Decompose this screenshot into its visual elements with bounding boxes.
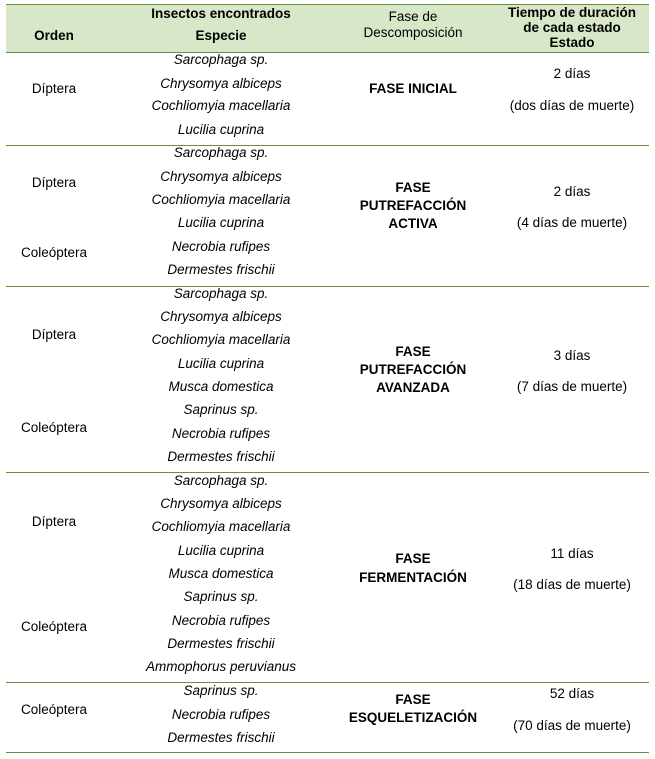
species-cell: Saprinus sp. [183, 589, 259, 604]
species-cell: Necrobia rufipes [171, 239, 271, 254]
order-cell: Díptera [31, 327, 77, 342]
phase-cell: ESQUELETIZACIÓN [348, 710, 478, 725]
species-cell: Sarcophaga sp. [173, 145, 269, 160]
species-cell: Necrobia rufipes [171, 426, 271, 441]
phase-cell: PUTREFACCIÓN [359, 362, 467, 377]
phase-cell: ACTIVA [388, 216, 438, 231]
phase-cell: FASE [395, 180, 431, 195]
duration-cell: 2 días [553, 66, 591, 81]
species-cell: Cochliomyia macellaria [151, 332, 291, 347]
order-cell: Coleóptera [20, 245, 88, 260]
species-cell: Sarcophaga sp. [173, 52, 269, 67]
header-insectos: Insectos encontrados [151, 6, 291, 21]
species-cell: Chrysomya albiceps [160, 309, 282, 324]
species-cell: Cochliomyia macellaria [151, 192, 291, 207]
since-death-cell: (dos días de muerte) [509, 98, 635, 113]
species-cell: Sarcophaga sp. [173, 473, 269, 488]
phase-cell: FASE [395, 692, 431, 707]
species-cell: Ammophorus peruvianus [145, 659, 297, 674]
phase-cell: FERMENTACIÓN [359, 570, 467, 585]
species-cell: Chrysomya albiceps [160, 496, 282, 511]
species-cell: Dermestes frischii [167, 730, 275, 745]
species-cell: Saprinus sp. [183, 683, 259, 698]
header-fase-line1: Fase de [388, 9, 438, 24]
since-death-cell: (18 días de muerte) [513, 577, 631, 592]
species-cell: Chrysomya albiceps [160, 169, 282, 184]
order-cell: Coleóptera [20, 702, 88, 717]
phase-cell: FASE [395, 344, 431, 359]
species-cell: Dermestes frischii [167, 262, 275, 277]
since-death-cell: (70 días de muerte) [513, 718, 631, 733]
header-especie: Especie [195, 28, 247, 43]
phase-cell: FASE INICIAL [369, 81, 457, 96]
species-cell: Musca domestica [168, 566, 274, 581]
header-fase-line2: Descomposición [363, 25, 463, 40]
phase-cell: FASE [395, 551, 431, 566]
order-cell: Díptera [31, 514, 77, 529]
species-cell: Dermestes frischii [167, 449, 275, 464]
duration-cell: 2 días [553, 184, 591, 199]
species-cell: Chrysomya albiceps [160, 76, 282, 91]
species-cell: Necrobia rufipes [171, 707, 271, 722]
duration-cell: 3 días [553, 348, 591, 363]
phase-cell: AVANZADA [376, 380, 450, 395]
species-cell: Lucilia cuprina [177, 356, 265, 371]
species-cell: Cochliomyia macellaria [151, 519, 291, 534]
order-cell: Díptera [31, 175, 77, 190]
header-tiempo-line2: de cada estado [523, 20, 621, 35]
duration-cell: 11 días [550, 546, 594, 561]
duration-cell: 52 días [549, 686, 595, 701]
phase-cell: PUTREFACCIÓN [359, 198, 467, 213]
species-cell: Necrobia rufipes [171, 613, 271, 628]
order-cell: Díptera [31, 81, 77, 96]
order-cell: Coleóptera [20, 619, 88, 634]
species-cell: Sarcophaga sp. [173, 286, 269, 301]
species-cell: Dermestes frischii [167, 636, 275, 651]
species-cell: Lucilia cuprina [177, 215, 265, 230]
species-cell: Musca domestica [168, 379, 274, 394]
order-cell: Coleóptera [20, 420, 88, 435]
since-death-cell: (4 días de muerte) [516, 215, 628, 230]
species-cell: Lucilia cuprina [177, 543, 265, 558]
species-cell: Cochliomyia macellaria [151, 98, 291, 113]
since-death-cell: (7 días de muerte) [516, 379, 628, 394]
species-cell: Saprinus sp. [183, 402, 259, 417]
header-orden: Orden [34, 28, 74, 43]
table-bottom-rule [6, 752, 649, 753]
species-cell: Lucilia cuprina [177, 122, 265, 137]
header-tiempo-line1: Tiempo de duración [507, 5, 637, 20]
header-tiempo-line3: Estado [549, 35, 595, 50]
